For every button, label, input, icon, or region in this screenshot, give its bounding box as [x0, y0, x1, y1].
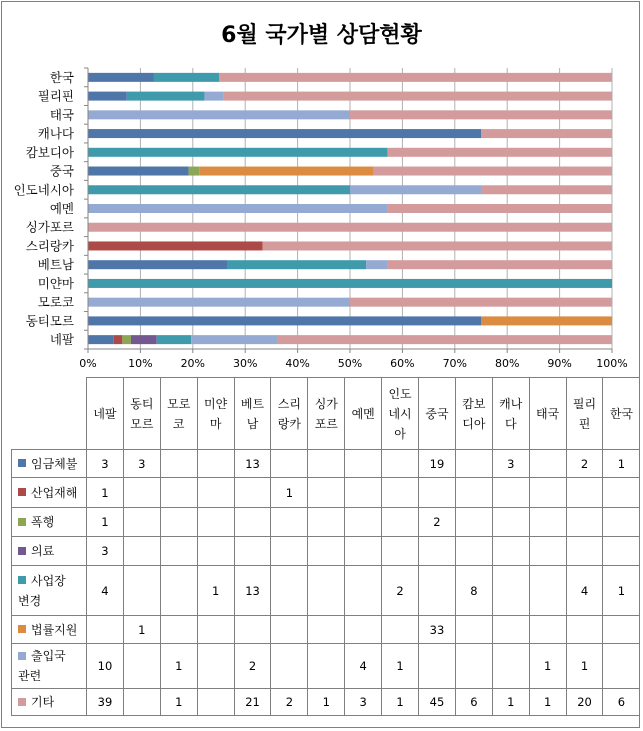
- table-row: [12, 566, 640, 616]
- bar-segment: [114, 335, 123, 344]
- table-cell: [197, 644, 234, 689]
- table-cell: [345, 508, 382, 537]
- table-cell: 3: [345, 689, 382, 716]
- bar-segment: [481, 129, 612, 138]
- table-cell: [197, 478, 234, 508]
- row-label-text: 출입국: [31, 649, 66, 663]
- table-cell: [197, 616, 234, 644]
- table-cell: [308, 616, 345, 644]
- row-label: [12, 478, 87, 508]
- column-header: [234, 378, 271, 450]
- x-tick-label: 20%: [180, 357, 206, 370]
- row-label-text: 법률지원: [31, 622, 78, 637]
- x-tick-label: 80%: [494, 357, 520, 370]
- cell-text: 싱가: [314, 396, 338, 411]
- legend-swatch: [18, 459, 26, 467]
- table-cell: [455, 616, 492, 644]
- table-cell: [382, 450, 419, 478]
- column-header: [160, 378, 197, 450]
- table-cell: [308, 478, 345, 508]
- bar-segment: [481, 185, 612, 194]
- column-header: [308, 378, 345, 450]
- bar-segment: [88, 167, 189, 176]
- bar-segment: [224, 92, 612, 101]
- table-cell: 2: [382, 566, 419, 616]
- table-cell: [308, 537, 345, 566]
- bar-segment: [227, 260, 366, 269]
- column-header: [87, 378, 124, 450]
- table-cell: [345, 616, 382, 644]
- table-cell: [234, 537, 271, 566]
- table-row: [12, 616, 640, 644]
- bar-segment: [350, 110, 612, 119]
- table-cell: [455, 478, 492, 508]
- table-row: [12, 537, 640, 566]
- row-label-text: 임금체불: [31, 456, 78, 471]
- table-cell: 1: [160, 689, 197, 716]
- bar-segment: [366, 260, 387, 269]
- table-cell: 4: [87, 566, 124, 616]
- table-cell: 1: [271, 478, 308, 508]
- cell-text: 인도: [388, 386, 412, 401]
- table-cell: [382, 616, 419, 644]
- bar-chart: [0, 60, 643, 370]
- x-tick-label: 30%: [232, 357, 258, 370]
- table-cell: [492, 537, 529, 566]
- table-cell: [123, 689, 160, 716]
- table-cell: [382, 537, 419, 566]
- table-cell: 1: [197, 566, 234, 616]
- table-cell: [603, 478, 640, 508]
- bar-segment: [88, 73, 154, 82]
- table-cell: [345, 478, 382, 508]
- table-cell: 3: [492, 450, 529, 478]
- table-cell: [160, 508, 197, 537]
- cell-text: 아: [394, 426, 406, 441]
- table-cell: [419, 537, 456, 566]
- cell-text: 포르: [314, 416, 338, 431]
- table-cell: 1: [123, 616, 160, 644]
- cell-text: 모로: [167, 396, 191, 411]
- bar-segment: [219, 73, 612, 82]
- table-cell: [345, 566, 382, 616]
- table-header-row: [12, 378, 640, 450]
- table-cell: [492, 616, 529, 644]
- bar-segment: [88, 279, 612, 288]
- table-cell: [419, 644, 456, 689]
- table-cell: 10: [87, 644, 124, 689]
- cell-text: 예멘: [351, 406, 375, 421]
- table-cell: [566, 478, 603, 508]
- bar-segment: [122, 335, 131, 344]
- bar-segment: [88, 316, 481, 325]
- column-header: [123, 378, 160, 450]
- cell-text: 필리: [572, 396, 597, 411]
- y-tick-label: 태국: [49, 107, 74, 123]
- cell-text: 한국: [609, 406, 633, 421]
- row-label: [12, 616, 87, 644]
- column-header: [197, 378, 234, 450]
- table-cell: 1: [382, 689, 419, 716]
- bar-segment: [88, 260, 227, 269]
- x-tick-label: 90%: [547, 357, 572, 370]
- bar-segment: [387, 204, 612, 213]
- column-header: [492, 378, 529, 450]
- bar-segment: [387, 260, 612, 269]
- table-cell: [529, 508, 566, 537]
- x-tick-label: 100%: [596, 357, 628, 370]
- table-cell: [308, 644, 345, 689]
- legend-swatch: [18, 488, 26, 496]
- y-tick-label: 중국: [49, 163, 74, 179]
- bar-segment: [350, 185, 481, 194]
- x-tick-label: 50%: [337, 357, 363, 370]
- table-cell: [234, 616, 271, 644]
- table-cell: [234, 508, 271, 537]
- column-header: [345, 378, 382, 450]
- table-cell: 1: [529, 689, 566, 716]
- chart-title: 6월 국가별 상담현황: [221, 23, 422, 48]
- table-cell: [566, 616, 603, 644]
- bar-segment: [204, 92, 223, 101]
- bar-segment: [277, 335, 612, 344]
- table-cell: 33: [419, 616, 456, 644]
- legend-swatch: [18, 652, 26, 660]
- table-cell: [419, 478, 456, 508]
- table-cell: 2: [419, 508, 456, 537]
- x-tick-label: 10%: [128, 357, 153, 370]
- table-cell: [271, 537, 308, 566]
- table-cell: [123, 644, 160, 689]
- table-cell: 6: [455, 689, 492, 716]
- cell-text: 네시: [388, 406, 412, 421]
- table-cell: [529, 566, 566, 616]
- cell-text: 태국: [536, 406, 560, 421]
- table-cell: [197, 508, 234, 537]
- table-cell: [345, 450, 382, 478]
- y-tick-label: 인도네시아: [13, 182, 74, 198]
- corner-cell: [12, 378, 87, 450]
- row-label: [12, 644, 87, 689]
- row-label: [12, 566, 87, 616]
- cell-text: 중국: [425, 406, 449, 421]
- row-label: [12, 508, 87, 537]
- cell-text: 캄보: [462, 396, 486, 411]
- row-label-text: 사업장: [31, 573, 66, 588]
- bar-segment: [387, 148, 612, 157]
- table-cell: [271, 508, 308, 537]
- cell-text: 남: [246, 416, 259, 431]
- y-tick-label: 캄보디아: [25, 144, 74, 160]
- table-cell: 1: [566, 644, 603, 689]
- table-cell: [87, 616, 124, 644]
- table-cell: [603, 508, 640, 537]
- row-label-text: 산업재해: [31, 485, 78, 500]
- legend-swatch: [18, 518, 26, 526]
- bar-segment: [88, 185, 350, 194]
- table-cell: [197, 537, 234, 566]
- table-cell: [529, 537, 566, 566]
- bar-segment: [88, 223, 612, 232]
- cell-text: 모르: [130, 416, 154, 431]
- cell-text: 디아: [462, 416, 486, 431]
- bar-segment: [263, 241, 612, 250]
- column-header: [455, 378, 492, 450]
- table-cell: [197, 450, 234, 478]
- y-tick-label: 베트남: [37, 257, 74, 273]
- cell-text: 네팔: [93, 406, 117, 421]
- bar-segment: [157, 335, 191, 344]
- table-cell: [197, 689, 234, 716]
- column-header: [382, 378, 419, 450]
- table-cell: 3: [87, 537, 124, 566]
- table-row: [12, 450, 640, 478]
- bar-segment: [350, 298, 612, 307]
- row-label-text: 폭행: [31, 515, 55, 529]
- table-cell: 6: [603, 689, 640, 716]
- table-cell: [123, 566, 160, 616]
- y-tick-label: 스리랑카: [25, 238, 74, 254]
- table-cell: [271, 450, 308, 478]
- table-cell: [603, 616, 640, 644]
- y-tick-label: 네팔: [49, 332, 74, 348]
- table-cell: 2: [271, 689, 308, 716]
- table-cell: 3: [87, 450, 124, 478]
- table-cell: 1: [603, 450, 640, 478]
- table-cell: 1: [87, 478, 124, 508]
- table-cell: [382, 478, 419, 508]
- row-label: [12, 450, 87, 478]
- cell-text: 다: [504, 416, 517, 431]
- x-tick-label: 0%: [79, 357, 97, 370]
- x-tick-label: 60%: [390, 357, 415, 370]
- row-label-text: 의료: [31, 544, 55, 558]
- table-cell: [492, 566, 529, 616]
- cell-text: 핀: [578, 416, 591, 431]
- bar-segment: [88, 92, 127, 101]
- y-tick-label: 미얀마: [37, 275, 74, 291]
- table-cell: [160, 566, 197, 616]
- table-cell: [529, 450, 566, 478]
- table-cell: [271, 644, 308, 689]
- column-header: [566, 378, 603, 450]
- y-tick-label: 한국: [49, 69, 74, 85]
- x-tick-label: 70%: [442, 357, 468, 370]
- bar-segment: [88, 110, 350, 119]
- table-cell: 45: [419, 689, 456, 716]
- row-label-text: 변경: [18, 593, 42, 608]
- legend-swatch: [18, 625, 26, 633]
- cell-text: 마: [209, 416, 222, 431]
- table-cell: 1: [308, 689, 345, 716]
- table-cell: 8: [455, 566, 492, 616]
- table-cell: 13: [234, 450, 271, 478]
- bar-segment: [88, 129, 481, 138]
- table-cell: [492, 644, 529, 689]
- table-cell: [160, 450, 197, 478]
- table-cell: 4: [345, 644, 382, 689]
- table-cell: [455, 537, 492, 566]
- table-cell: [123, 508, 160, 537]
- table-cell: [308, 450, 345, 478]
- table-cell: [603, 537, 640, 566]
- bar-segment: [131, 335, 157, 344]
- bar-segment: [88, 241, 263, 250]
- y-tick-label: 동티모르: [25, 313, 74, 329]
- table-cell: 19: [419, 450, 456, 478]
- y-tick-label: 싱가포르: [25, 219, 74, 235]
- bar-segment: [481, 316, 612, 325]
- table-cell: [492, 478, 529, 508]
- bar-segment: [88, 298, 350, 307]
- bar-segment: [191, 335, 277, 344]
- data-table: [11, 377, 640, 716]
- table-cell: [529, 478, 566, 508]
- table-cell: 13: [234, 566, 271, 616]
- table-cell: [455, 508, 492, 537]
- table-row: [12, 644, 640, 689]
- table-cell: [271, 566, 308, 616]
- cell-text: 랑카: [277, 416, 301, 431]
- table-cell: 2: [234, 644, 271, 689]
- table-cell: [123, 478, 160, 508]
- table-cell: [345, 537, 382, 566]
- table-cell: [308, 566, 345, 616]
- table-cell: 2: [566, 450, 603, 478]
- table-cell: 20: [566, 689, 603, 716]
- bar-segment: [199, 167, 374, 176]
- bar-segment: [88, 335, 114, 344]
- table-cell: 3: [123, 450, 160, 478]
- table-cell: [308, 508, 345, 537]
- cell-text: 캐나: [499, 396, 523, 411]
- table-cell: [160, 616, 197, 644]
- legend-swatch: [18, 698, 26, 706]
- table-cell: 39: [87, 689, 124, 716]
- table-cell: [234, 478, 271, 508]
- table-cell: 1: [87, 508, 124, 537]
- row-label: [12, 537, 87, 566]
- legend-swatch: [18, 576, 26, 584]
- cell-text: 베트: [240, 396, 265, 411]
- table-cell: 1: [492, 689, 529, 716]
- table-cell: [455, 450, 492, 478]
- cell-text: 동티: [130, 396, 154, 411]
- column-header: [419, 378, 456, 450]
- table-cell: 1: [529, 644, 566, 689]
- table-cell: [603, 644, 640, 689]
- table-cell: 4: [566, 566, 603, 616]
- cell-text: 스리: [277, 396, 301, 411]
- table-cell: [455, 644, 492, 689]
- row-label-text: 기타: [31, 695, 55, 709]
- bar-segment: [374, 167, 612, 176]
- y-tick-label: 캐나다: [37, 126, 74, 142]
- column-header: [529, 378, 566, 450]
- cell-text: 미얀: [204, 396, 228, 411]
- table-row: [12, 689, 640, 716]
- row-label-text: 관련: [18, 669, 42, 683]
- y-tick-label: 모로코: [37, 294, 74, 310]
- table-cell: [529, 616, 566, 644]
- column-header: [271, 378, 308, 450]
- table-cell: [271, 616, 308, 644]
- table-cell: [160, 537, 197, 566]
- table-cell: [123, 537, 160, 566]
- cell-text: 코: [172, 416, 185, 431]
- table-cell: [160, 478, 197, 508]
- table-cell: [566, 537, 603, 566]
- table-cell: 1: [603, 566, 640, 616]
- table-cell: [566, 508, 603, 537]
- y-tick-label: 필리핀: [37, 88, 74, 104]
- table-cell: 1: [160, 644, 197, 689]
- row-label: [12, 689, 87, 716]
- table-row: [12, 478, 640, 508]
- bar-segment: [88, 204, 387, 213]
- bar-segment: [88, 148, 387, 157]
- table-cell: 1: [382, 644, 419, 689]
- bar-segment: [189, 167, 200, 176]
- y-tick-label: 예멘: [49, 201, 74, 216]
- legend-swatch: [18, 547, 26, 555]
- bar-segment: [127, 92, 205, 101]
- table-cell: [382, 508, 419, 537]
- bar-segment: [154, 73, 220, 82]
- table-cell: 21: [234, 689, 271, 716]
- table-row: [12, 508, 640, 537]
- table-cell: [492, 508, 529, 537]
- table-cell: [419, 566, 456, 616]
- x-tick-label: 40%: [285, 357, 310, 370]
- column-header: [603, 378, 640, 450]
